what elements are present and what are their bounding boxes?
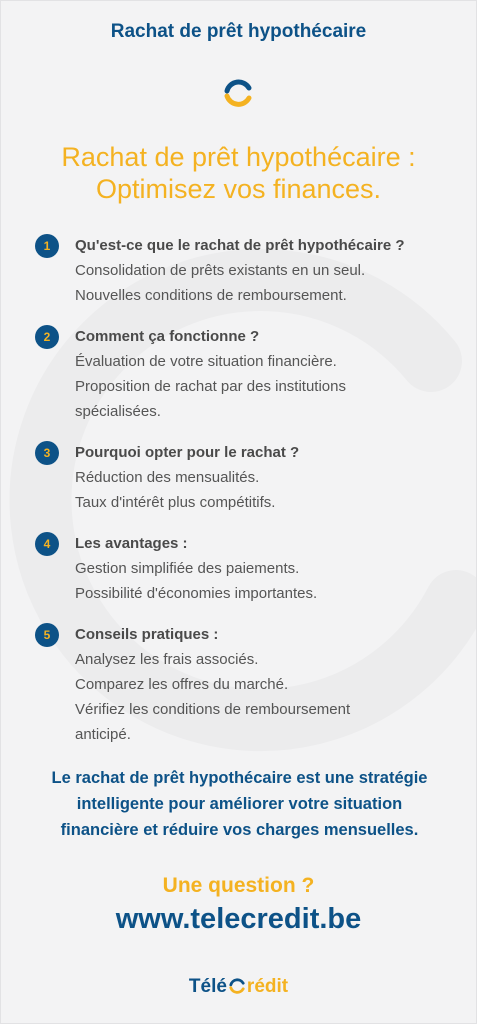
headline-line-1: Rachat de prêt hypothécaire : — [61, 142, 416, 172]
step-5 — [35, 622, 455, 747]
step-title: Qu'est-ce que le rachat de prêt hypothécaire ? — [75, 237, 405, 254]
step-line: Possibilité d'économies importantes. — [75, 585, 318, 602]
headline — [1, 141, 476, 205]
page-title: Rachat de prêt hypothécaire — [110, 21, 367, 42]
brand-logo — [1, 976, 476, 998]
step-title: Les avantages : — [75, 535, 188, 552]
step-line: Gestion simplifiée des paiements. — [75, 560, 300, 577]
step-3 — [35, 440, 455, 515]
steps-list — [35, 233, 455, 763]
summary-line-2: intelligente pour améliorer votre situation — [76, 795, 403, 813]
step-line: Proposition de rachat par des institutions — [75, 378, 346, 395]
step-line: Réduction des mensualités. — [75, 469, 260, 486]
step-line: Consolidation de prêts existants en un seul. — [75, 262, 366, 279]
headline-line-2: Optimisez vos finances. — [95, 174, 382, 204]
step-4 — [35, 531, 455, 606]
step-line: Nouvelles conditions de remboursement. — [75, 287, 347, 304]
telecredit-c-icon — [228, 977, 246, 995]
summary-line-1: Le rachat de prêt hypothécaire est une stratégie — [51, 769, 428, 787]
step-1 — [35, 233, 455, 308]
step-title: Comment ça fonctionne ? — [75, 328, 260, 345]
website-link[interactable]: www.telecredit.be — [115, 903, 362, 935]
step-line: Évaluation de votre situation financière. — [75, 353, 337, 370]
step-line: spécialisées. — [75, 403, 161, 420]
step-line: Taux d'intérêt plus compétitifs. — [75, 494, 276, 511]
step-number-badge: 5 — [35, 623, 59, 647]
telecredit-c-icon — [222, 77, 254, 109]
question-heading: Une question ? — [162, 874, 315, 897]
step-line: Comparez les offres du marché. — [75, 676, 289, 693]
summary-line-3: financière et réduire vos charges mensuelles. — [60, 821, 419, 839]
step-number-badge: 1 — [35, 234, 59, 258]
step-number-badge: 4 — [35, 532, 59, 556]
step-line: Vérifiez les conditions de remboursement — [75, 701, 351, 718]
summary-text — [21, 765, 458, 843]
step-line: Analysez les frais associés. — [75, 651, 259, 668]
brand-text-part2: rédit — [246, 976, 289, 997]
step-title: Pourquoi opter pour le rachat ? — [75, 444, 300, 461]
step-number-badge: 3 — [35, 441, 59, 465]
step-line: anticipé. — [75, 726, 131, 743]
step-2 — [35, 324, 455, 424]
step-title: Conseils pratiques : — [75, 626, 219, 643]
brand-text-part1: Télé — [188, 976, 227, 997]
step-number-badge: 2 — [35, 325, 59, 349]
